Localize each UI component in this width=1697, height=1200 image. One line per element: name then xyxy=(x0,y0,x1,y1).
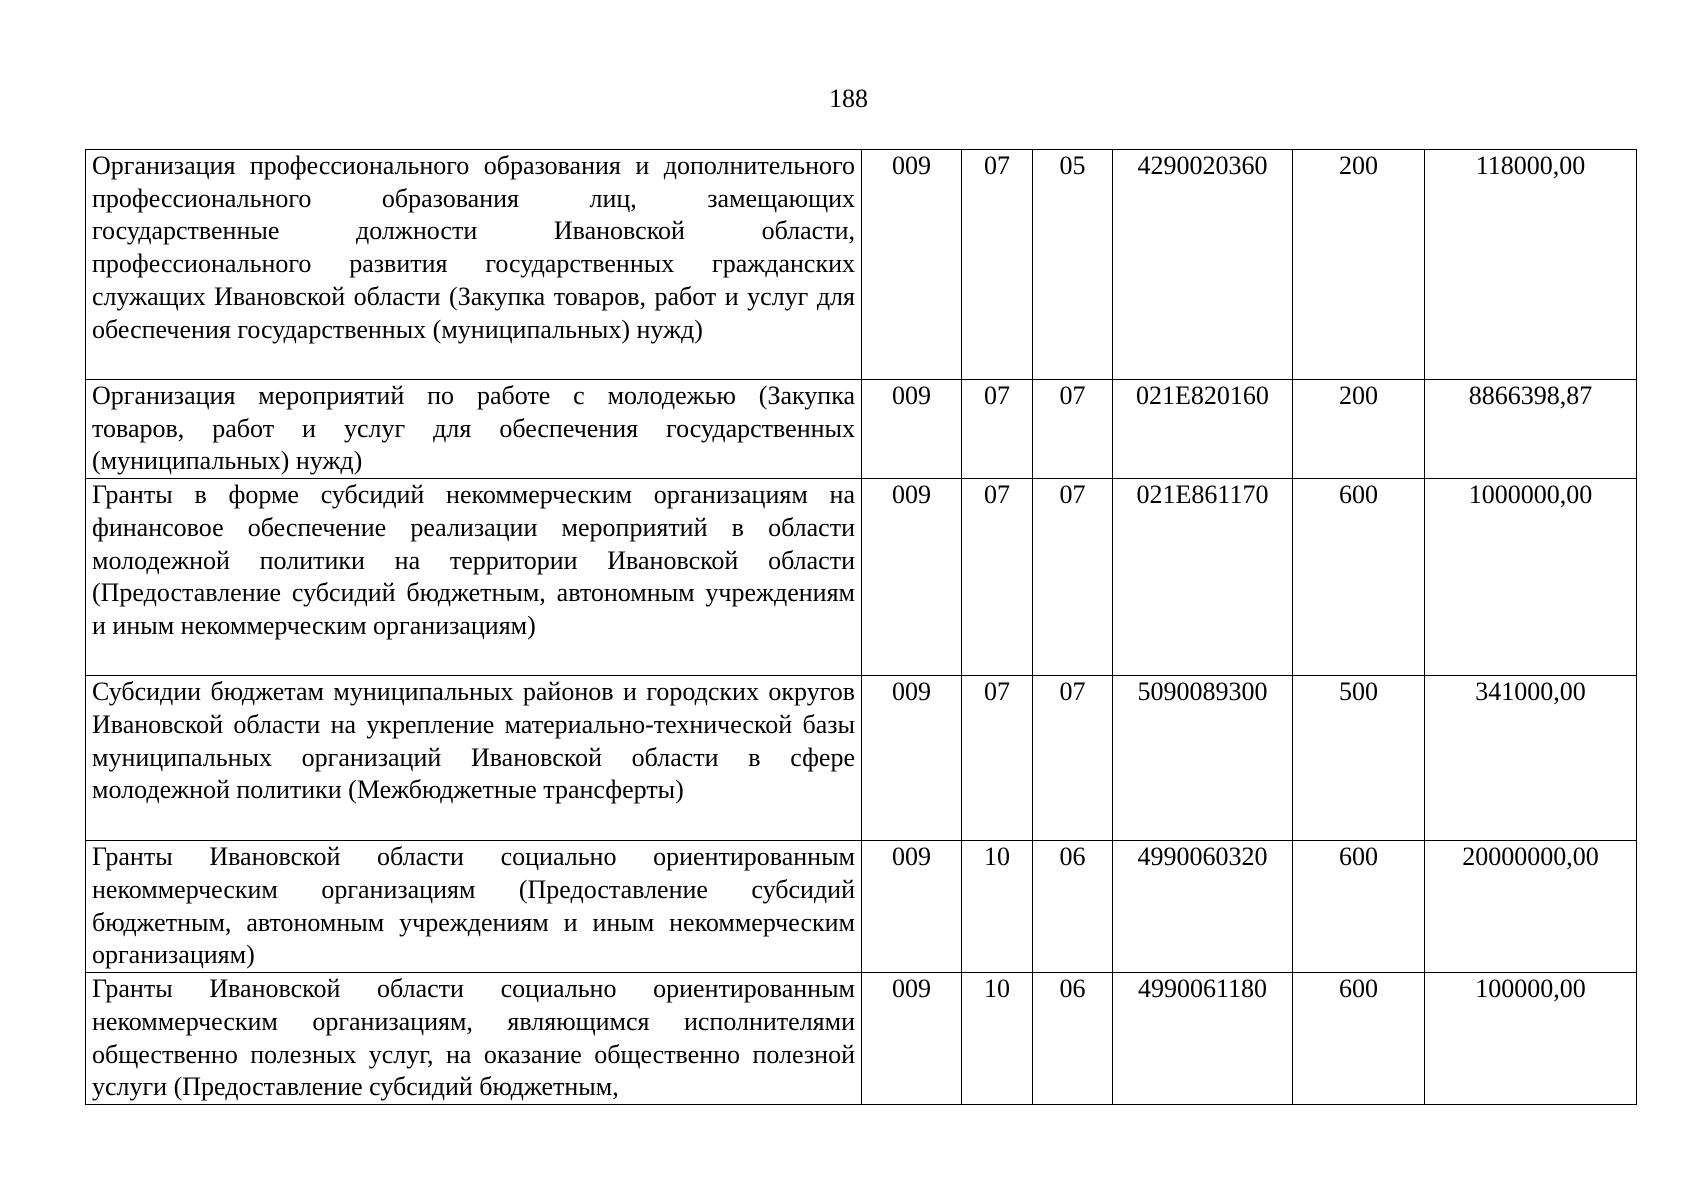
table-row xyxy=(86,479,1637,676)
ministry-code: 009 xyxy=(862,676,962,841)
table-row xyxy=(86,973,1637,1105)
subsection-code: 07 xyxy=(1033,479,1113,676)
amount: 20000000,00 xyxy=(1425,841,1637,973)
expense-description: Гранты Ивановской области социально ориентированным некоммерческим организациям, являющимся исполнителями общественно полезных услуг, на оказание общественно полезной услуги (Предоставление субсидий бюджетным, xyxy=(86,973,862,1105)
table-row xyxy=(86,150,1637,380)
target-article-code: 4990060320 xyxy=(1113,841,1293,973)
amount: 341000,00 xyxy=(1425,676,1637,841)
section-code: 10 xyxy=(962,973,1033,1105)
target-article-code: 021E861170 xyxy=(1113,479,1293,676)
ministry-code: 009 xyxy=(862,150,962,380)
expense-type-code: 600 xyxy=(1293,841,1425,973)
expense-description: Организация профессионального образования и дополнительного профессионального образования лиц, замещающих государственные должности Ивановской области, профессионального развития государственных гражданских служащих Ивановской области (Закупка товаров, работ и услуг для обеспечения государственных (муниципальных) нужд) xyxy=(86,150,862,380)
expense-description: Субсидии бюджетам муниципальных районов и городских округов Ивановской области на укрепление материально-технической базы муниципальных организаций Ивановской области в сфере молодежной политики (Межбюджетные трансферты) xyxy=(86,676,862,841)
subsection-code: 06 xyxy=(1033,841,1113,973)
expense-description: Гранты в форме субсидий некоммерческим организациям на финансовое обеспечение реализации мероприятий в области молодежной политики на территории Ивановской области (Предоставление субсидий бюджетным, автономным учреждениям и иным некоммерческим организациям) xyxy=(86,479,862,676)
subsection-code: 07 xyxy=(1033,676,1113,841)
ministry-code: 009 xyxy=(862,380,962,479)
target-article-code: 4290020360 xyxy=(1113,150,1293,380)
section-code: 07 xyxy=(962,479,1033,676)
target-article-code: 4990061180 xyxy=(1113,973,1293,1105)
section-code: 07 xyxy=(962,380,1033,479)
expense-type-code: 200 xyxy=(1293,380,1425,479)
ministry-code: 009 xyxy=(862,841,962,973)
expense-type-code: 600 xyxy=(1293,973,1425,1105)
amount: 8866398,87 xyxy=(1425,380,1637,479)
amount: 118000,00 xyxy=(1425,150,1637,380)
section-code: 07 xyxy=(962,150,1033,380)
page-number: 188 xyxy=(829,84,868,113)
amount: 1000000,00 xyxy=(1425,479,1637,676)
table-row xyxy=(86,841,1637,973)
expense-description: Гранты Ивановской области социально ориентированным некоммерческим организациям (Предоставление субсидий бюджетным, автономным учреждениям и иным некоммерческим организациям) xyxy=(86,841,862,973)
subsection-code: 05 xyxy=(1033,150,1113,380)
expense-type-code: 500 xyxy=(1293,676,1425,841)
expense-description: Организация мероприятий по работе с молодежью (Закупка товаров, работ и услуг для обеспечения государственных (муниципальных) нужд) xyxy=(86,380,862,479)
subsection-code: 07 xyxy=(1033,380,1113,479)
ministry-code: 009 xyxy=(862,973,962,1105)
table-row xyxy=(86,676,1637,841)
target-article-code: 021E820160 xyxy=(1113,380,1293,479)
section-code: 07 xyxy=(962,676,1033,841)
ministry-code: 009 xyxy=(862,479,962,676)
subsection-code: 06 xyxy=(1033,973,1113,1105)
amount: 100000,00 xyxy=(1425,973,1637,1105)
target-article-code: 5090089300 xyxy=(1113,676,1293,841)
table-row xyxy=(86,380,1637,479)
expense-type-code: 200 xyxy=(1293,150,1425,380)
section-code: 10 xyxy=(962,841,1033,973)
budget-table xyxy=(85,149,1637,1105)
expense-type-code: 600 xyxy=(1293,479,1425,676)
